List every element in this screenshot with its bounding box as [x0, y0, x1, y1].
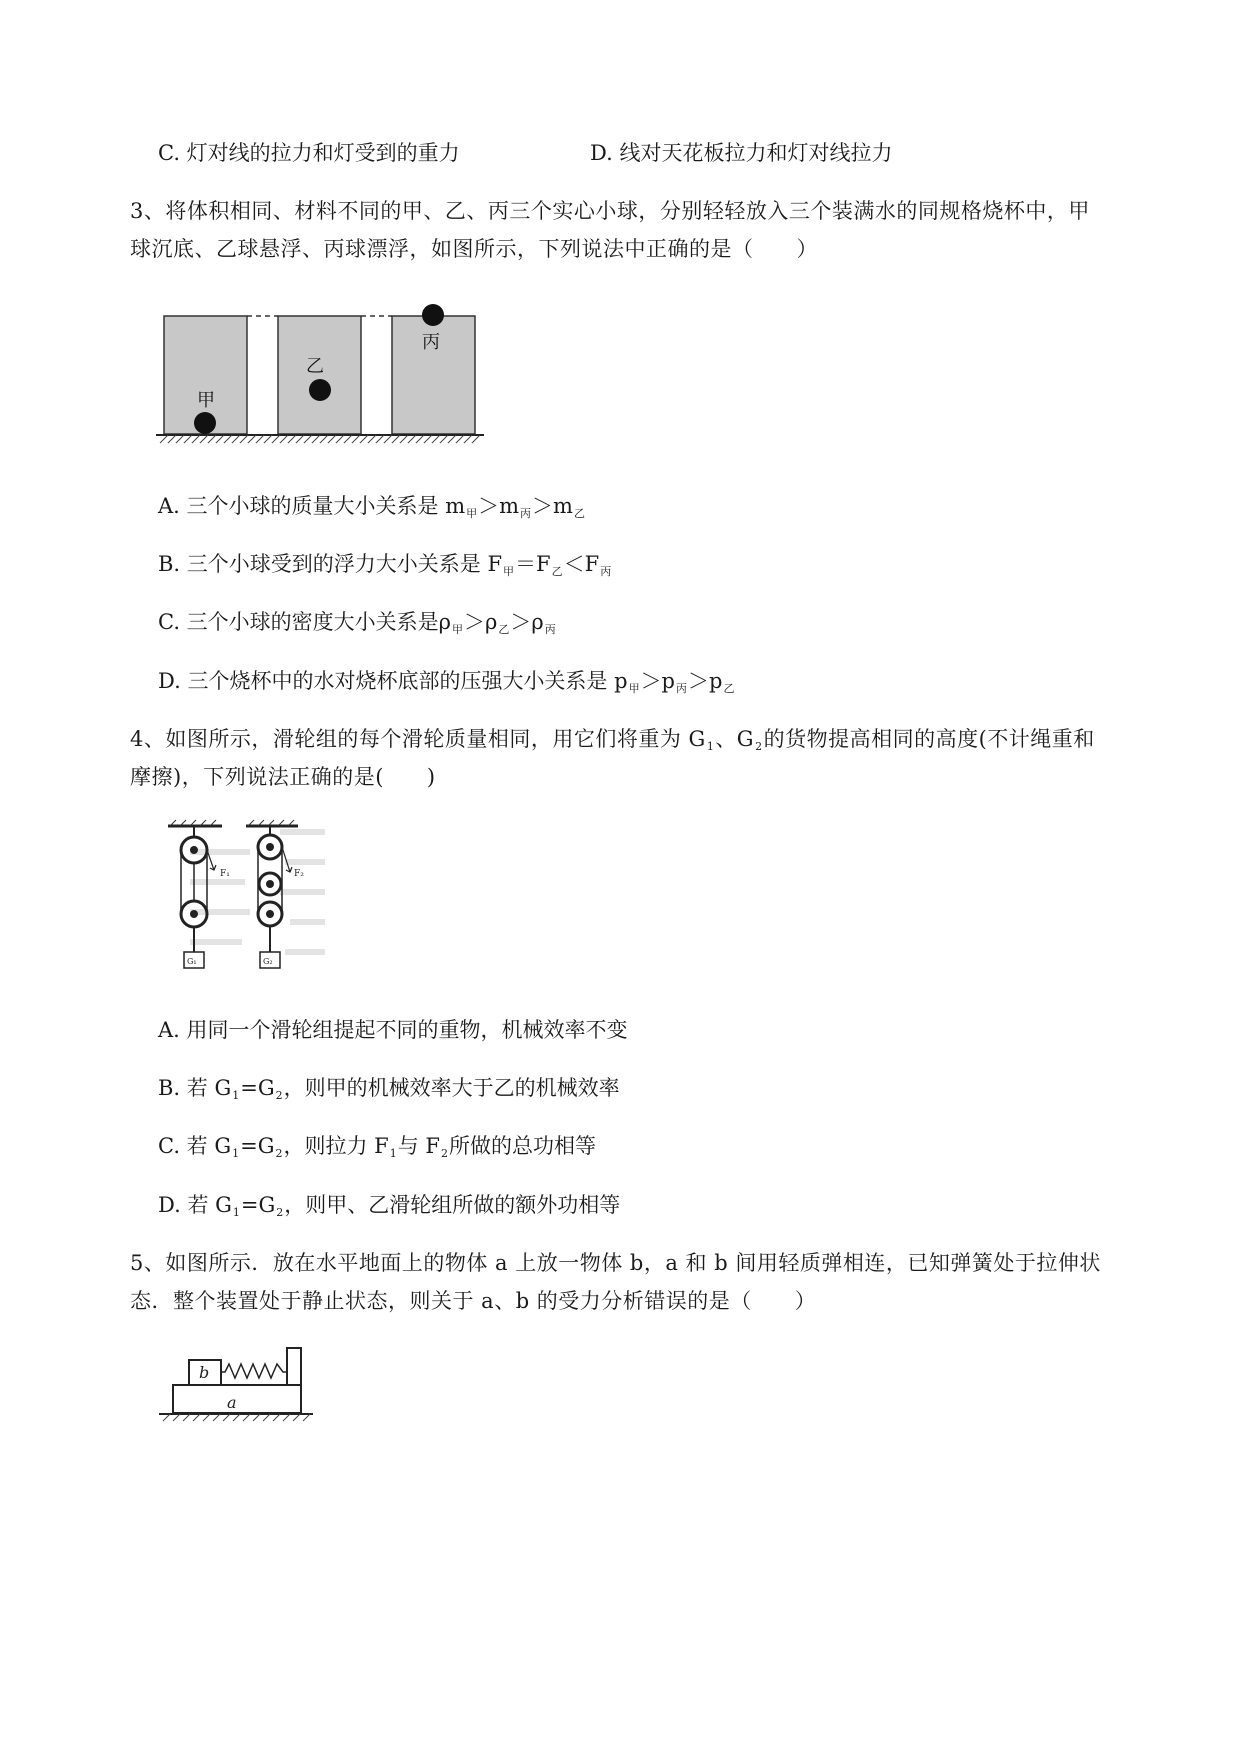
q3-option-c: C. 三个小球的密度大小关系是$\rho_甲>\rho_乙>\rho_丙$: [158, 610, 556, 636]
ball-bing: [422, 304, 444, 326]
q4-option-c: C. 若 $G_1=G_2$，则拉力 $F_1$与 $F_2$所做的总功相等: [158, 1134, 596, 1160]
label-bing: 丙: [422, 332, 440, 353]
q2-option-c: C. 灯对线的拉力和灯受到的重力: [158, 141, 460, 165]
pulley-system-left: [168, 820, 230, 968]
q5-spring-figure: [155, 1340, 320, 1422]
label-g1: G₁: [187, 957, 197, 966]
q3-beakers-figure: [150, 298, 490, 448]
q3-option-b: B. 三个小球受到的浮力大小关系是 $F_甲=F_乙<F_丙$: [158, 552, 612, 578]
ball-yi: [309, 379, 331, 401]
label-jia: 甲: [197, 390, 215, 411]
q5-stem-line2: 态．整个装置处于静止状态，则关于 a、b 的受力分析错误的是（ ）: [130, 1289, 817, 1313]
q4-option-d: D. 若 $G_1=G_2$，则甲、乙滑轮组所做的额外功相等: [158, 1193, 621, 1219]
label-a: a: [227, 1393, 237, 1412]
block-a: [173, 1385, 301, 1413]
label-b: b: [199, 1363, 210, 1382]
q4-option-a: A. 用同一个滑轮组提起不同的重物，机械效率不变: [158, 1018, 628, 1042]
ground-hatching: [160, 435, 480, 443]
label-f1: F₁: [220, 869, 230, 879]
ball-jia: [194, 412, 216, 434]
q5-stem-line1: 5、如图所示．放在水平地面上的物体 a 上放一物体 b，a 和 b 间用轻质弹相连，已知弹簧处于拉伸状: [130, 1251, 1101, 1275]
q3-option-a: A. 三个小球的质量大小关系是 $m_甲>m_丙>m_乙$: [158, 494, 585, 520]
q4-option-b: B. 若 $G_1=G_2$，则甲的机械效率大于乙的机械效率: [158, 1076, 620, 1102]
q3-stem-line1: 3、将体积相同、材料不同的甲、乙、丙三个实心小球，分别轻轻放入三个装满水的同规格烧杯中，甲: [130, 199, 1090, 223]
q4-pulley-figure: [150, 812, 330, 988]
q2-option-d: D. 线对天花板拉力和灯对线拉力: [590, 141, 893, 165]
q4-stem-line1: 4、如图所示，滑轮组的每个滑轮质量相同，用它们将重为 $G_1$、$G_2$的货物提高相同的高度(不计绳重和: [130, 727, 1095, 753]
q3-stem-line2: 球沉底、乙球悬浮、丙球漂浮，如图所示，下列说法中正确的是（ ）: [130, 237, 818, 261]
label-yi: 乙: [306, 356, 324, 377]
label-f2: F₂: [294, 869, 304, 879]
spring: [221, 1364, 287, 1378]
wall: [287, 1348, 301, 1385]
ground-hatching: [163, 1414, 310, 1421]
q3-option-d: D. 三个烧杯中的水对烧杯底部的压强大小关系是 $p_甲>p_丙>p_乙$: [158, 669, 735, 695]
label-g2: G₂: [263, 957, 273, 966]
q4-stem-line2: 摩擦)，下列说法正确的是( ): [130, 765, 436, 789]
